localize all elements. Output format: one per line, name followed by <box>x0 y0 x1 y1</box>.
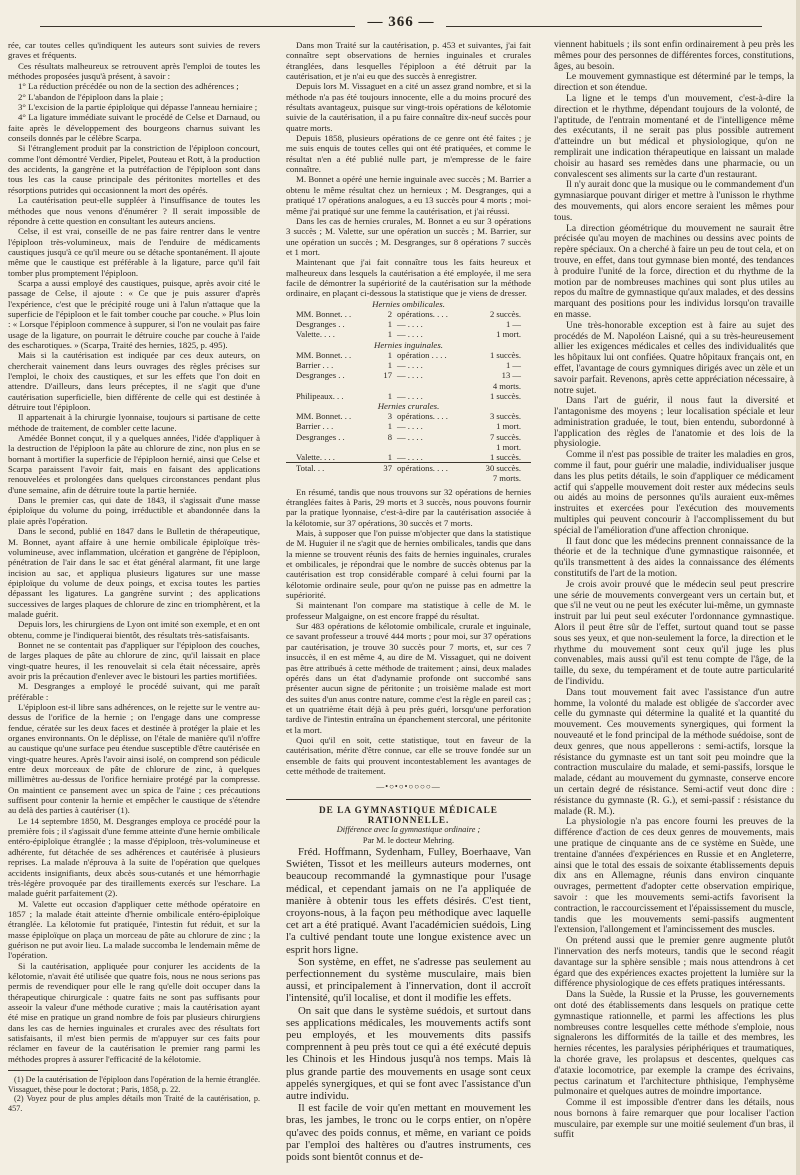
paragraph: Si la cautérisation, appliquée pour conjurer les accidents de la kélotomie, n'avait été utilisée que quatre fois, nous ne nous serions pas permis de revendiquer pour elle le rang qu'elle doit occuper dans la thérapeutique chirurgicale : quatre faits ne sont pas suffisants pour asseoir la valeur d'une méthode curative ; mais la cautérisation ayant été mise en pratique un grand nombre de fois par plusieurs chirurgiens dans les cas de hernies inguinales et crurales avec des résultats fort satisfaisants, il m'est bien permis de m'appuyer sur ces faits pour réclamer en faveur de la cautérisation le premier rang parmi les méthodes propres à assurer l'efficacité de la kélotomie. <box>8 960 260 1064</box>
cell-kind <box>392 381 471 391</box>
table-total-row <box>286 463 531 474</box>
cell-result: 1 — <box>505 319 521 330</box>
cell-result: 30 succès. <box>469 463 531 474</box>
paragraph: La cautérisation peut-elle suppléer à l'insuffisance de toutes les méthodes que nous venons d'énumérer ? Il serait impossible de répondre à cette question en consultant les auteurs anciens. <box>8 195 260 226</box>
paragraph: La physiologie n'a pas encore fourni les preuves de la différence d'action de ces deux genres de mouvements, mais une pratique de cinquante ans de ce système en Suède, une trentaine d'années d'expériences en Russie et en Angleterre, ainsi que le total des essais de soixante établissements depuis dix ans en Allemagne, réunis dans environ cinquante ouvrages, permettent d'adopter cette observation empirique, savoir : que les mouvements semi-actifs favorisent la contraction, le raccourcissement et l'épaississement du muscle, tandis que les mouvements semi-passifs augmentent l'extension, l'allongement et l'amincissement des muscles. <box>554 816 794 936</box>
paragraph: Dans l'art de guérir, il nous faut la diversité et l'antagonisme des moyens ; leur localisation spéciale et leur administration graduée, le tout, bien entendu, subordonné à l'application des règles de l'anatomie et des lois de la physiologie. <box>554 395 794 450</box>
section-ornament: —•○•○•○○○○— <box>376 782 441 792</box>
cell-kind: opération . . . . <box>397 349 447 360</box>
paragraph: viennent habituels ; ils sont enfin ordinairement à peu près les mêmes pour des personnes de différentes forces, constitutions, âges, au besoin. <box>554 39 794 72</box>
page-number: — 366 — <box>367 14 435 30</box>
paragraph: Une très-honorable exception est à faire au sujet des procédés de M. Napoléon Laisné, qui a su très-heureusement allier les exigences médicales et celles des individualités que les hôpitaux lui ont confiées. Quatre hôpitaux français ont, en effet, l'avantage de cours gymniques dirigés avec un zèle et un savoir parfait. Revenons, après cette appréciation nécessaire, à notre sujet. <box>554 319 794 396</box>
column-3 <box>554 40 794 1141</box>
cell-kind: — . . . . <box>397 319 423 330</box>
paragraph: M. Valette eut occasion d'appliquer cette méthode opératoire en 1857 ; la malade était atteinte d'hernie ombilicale entéro-épiploïque étranglée. La kélotomie fut pratiquée, l'intestin fut réduit, et sur la masse épiploïque on plaça un morceau de pâte au chlorure de zinc ; la guérison ne put avoir lieu. La malade succomba le lendemain même de l'opération. <box>8 898 260 961</box>
article-body <box>286 846 531 1163</box>
paragraph: La direction géométrique du mouvement ne saurait être précisée qu'au moyen de machines ou dessins avec points de repère spéciaux. On a cherché à faire un peu de tout cela, et on trouve, en effet, dans tout gymnase bien monté, des tendances à produire l'unité de la force, direction et du rhythme de la motion par de nombreuses machines qui sont plus utiles au repos du maître de gymnastique qu'aux malades, et des dessins marquant des positions pour les individus lorsqu'on travaille en masse. <box>554 222 794 320</box>
cell-name: Desgranges . . <box>296 431 345 442</box>
cell-name: Barrier . . . <box>296 421 334 432</box>
paragraph: Dans mon Traité sur la cautérisation, p. 453 et suivantes, j'ai fait connaître sept observations de hernies inguinales et crurales étranglées, dans lesquelles l'épiploon a été détruit par la cautérisation, et je n'ai eu que des succès à enregistrer. <box>286 40 531 82</box>
cell-count: 1 <box>387 452 392 463</box>
cell-name: MM. Bonnet. . . <box>296 411 352 422</box>
paragraph: rée, car toutes celles qu'indiquent les auteurs sont suivies de revers graves et fréquents. <box>8 40 260 61</box>
table-caption-umbilical: Hernies ombilicales. <box>372 298 445 309</box>
paragraph: Comme il n'est pas possible de traiter les maladies en gros, comme il faut, pour guérir une maladie, individualiser jusque dans les plus petits détails, le soin d'appliquer ce médicament actif qui s'appelle mouvement doit rester aux médecins seuls ou aidés au moins de personnes qu'ils auraient eux-mêmes instruites et exercées pour l'exécution des mouvements multiples qui peuvent concourir à l'accomplissement du but spécial de l'amélioration d'une affection chronique. <box>554 449 794 536</box>
cell-name: Philipeaux. . . <box>296 390 344 401</box>
cell-kind: — . . . . <box>397 329 423 340</box>
cell-count: 17 <box>383 370 392 381</box>
paragraph: Mais si la cautérisation est indiquée par ces deux auteurs, on chercherait vainement dans leurs ouvrages des règles précises sur l'emploi, le choix des caustiques, et sur les effets que l'on doit en attendre. D'ailleurs, dans leurs préceptes, il ne s'agit que d'une cautérisation superficielle, bien différente de celle qui est destinée à détruire tout l'épiploon. <box>8 350 260 413</box>
table-row <box>286 391 531 401</box>
cell-name: MM. Bonnet. . . <box>296 349 352 360</box>
cell-result: 1 mort. <box>496 421 521 432</box>
table-row <box>286 452 531 463</box>
table-row <box>286 370 531 380</box>
paragraph: Quoi qu'il en soit, cette statistique, tout en faveur de la cautérisation, mérite d'être connue, car elle se trouve fondée sur un ensemble de faits qui prouvent incontestablement les avantages de cette méthode de traitement. <box>286 734 531 776</box>
table-caption-crural: Hernies crurales. <box>377 400 440 411</box>
paragraph: En résumé, tandis que nous trouvons sur 32 opérations de hernies étranglées faites à Paris, 29 morts et 3 succès, nous pouvons fournir par la pratique lyonnaise, c'est-à-dire par la cautérisation associée à la kélotomie, sur 37 opérations, 30 succès et 7 morts. <box>286 486 531 528</box>
paragraph: Dans le second, publié en 1847 dans le Bulletin de thérapeutique, M. Bonnet, ayant affaire à une hernie ombilicale épiploïque très-volumineuse, avec inflammation, ulcération et gangrène de l'épiploon, pénétration de l'air dans le sac et état général alarmant, fit une large incision au sac, et appliqua plusieurs ligatures sur une masse épiploïque du volume de deux poings, et excisa toutes les parties dépassant les ligatures. La gangrène survint ; des applications successives de larges plaques de chlorure de zinc en triomphèrent, et la malade guérit. <box>8 526 260 619</box>
cell-name: Barrier . . . <box>296 360 334 371</box>
footnote: (1) De la cautérisation de l'épiploon dans l'opération de la hernie étranglée. Vissaguet, thèse pour le doctorat ; Paris, 1858, p. 22. <box>8 1075 260 1094</box>
paragraph: Sur 483 opérations de kélotomie ombilicale, crurale et inguinale, ce savant professeur a trouvé 444 morts ; pour moi, sur 37 opérations par cautérisation, je trouve 30 succès pour 7 morts, et, sur ces 7 insuccès, il en est même 4, au dire de M. Vissaguet, qui ne doivent pas être attribués à cette méthode de traitement ; ainsi, deux malades opérés dans un état d'adynamie profonde ont succombé sans présenter aucun signe de péritonite ; un troisième malade est mort des suites d'un anus contre nature, comme c'est la règle en pareil cas ; et un quatrième était déjà à peu près guéri, lorsqu'une perforation tardive de l'intestin entraîna un épanchement stercoral, une péritonite et la mort. <box>286 621 531 735</box>
paragraph: Si maintenant l'on compare ma statistique à celle de M. le professeur Malgaigne, on est encore frappé du résultat. <box>286 600 531 621</box>
cell-kind: — . . . . <box>397 452 423 463</box>
table-row <box>286 319 531 329</box>
cell-count: 1 <box>387 390 392 401</box>
paragraph: Il faut donc que les médecins prennent connaissance de la théorie et de la technique d'une gymnastique raisonnée, et qu'ils transmettent à des aides la connaissance des éléments constitutifs de l'art de la motion. <box>554 535 794 580</box>
cell-kind: — . . . . <box>397 370 423 381</box>
list-item: 1° La réduction précédée ou non de la section des adhérences ; <box>18 81 239 92</box>
section-divider <box>286 799 531 800</box>
table-crural <box>286 411 531 483</box>
statistics-table <box>286 299 531 484</box>
cell-kind <box>392 442 469 452</box>
cell-name <box>286 381 374 391</box>
table-inguinal <box>286 350 531 401</box>
cell-count: 8 <box>387 431 392 442</box>
cell-kind: opérations. . . . <box>397 411 448 422</box>
paragraph: Le mouvement gymnastique est déterminé par le temps, la direction et son étendue. <box>554 71 794 94</box>
footnotes <box>8 1075 260 1113</box>
paragraph: Ces résultats malheureux se retrouvent après l'emploi de toutes les méthodes proposées jusqu'à présent, à savoir : <box>8 60 260 82</box>
table-row <box>286 442 531 452</box>
table-row <box>286 381 531 391</box>
cell-result: 2 succès. <box>489 308 521 319</box>
table-row <box>286 360 531 370</box>
article-subtitle: Différence avec la gymnastique ordinaire ; <box>336 825 481 835</box>
paragraph: Dans le premier cas, qui date de 1843, il s'agissait d'une masse épiploïque du volume du poing, irréductible et abandonnée dans la plaie après l'opération. <box>8 495 260 526</box>
cell-kind: — . . . . <box>397 390 423 401</box>
list-item: 4° La ligature immédiate suivant le procédé de Celse et Darnaud, ou faite après le développement des bourgeons charnus suivant les conseils donnés par le célèbre Scarpa. <box>8 112 260 144</box>
paragraph: Si l'étranglement produit par la constriction de l'épiploon concourt, comme l'ont démontré Verdier, Pipelet, Pouteau et Rott, à la production des accidents, la gangrène et la putréfaction de l'épiploon sont dans tous les cas la cause principale des péritonites mortelles et des résorptions putrides qui occasionnent la mort des opérés. <box>8 143 260 195</box>
cell-count: 1 <box>387 349 392 360</box>
cell-count: 37 <box>374 463 392 474</box>
cell-name: MM. Bonnet. . . <box>296 308 352 319</box>
paragraph: Mais, à supposer que l'on puisse m'objecter que dans la statistique de M. Huguier il ne s'agit que de hernies ombilicales, tandis que dans la mienne se trouvent réunis des faits de hernies inguinales, crurales et ombilicales, je répondrai que le nombre de succès obtenus par la cautérisation est trop considérable comparé à celui fourni par la kélotomie ordinaire seule, pour qu'on ne puisse pas en admettre la supériorité. <box>286 528 531 601</box>
table-row <box>286 432 531 442</box>
table-row <box>286 421 531 431</box>
cell-name: Desgranges . . <box>296 370 345 381</box>
cell-count: 1 <box>387 421 392 432</box>
paragraph: Son système, en effet, ne s'adresse pas seulement au perfectionnement du système musculaire, mais bien aussi, et principalement à l'innervation, dont il accroît l'intensité, qu'il localise, et dont il modifie les effets. <box>286 955 531 1005</box>
paragraph: Fréd. Hoffmann, Sydenham, Fulley, Boerhaave, Van Swiéten, Tissot et les meilleurs auteurs modernes, ont beaucoup recommandé la gymnastique pour l'usage médical, et cependant jamais on ne l'a appliquée de manière à obtenir tous les effets désirés. C'est tient, croyons-nous, à la façon peu méthodique avec laquelle cet art a été pratiqué. Avant l'académicien suédois, Ling l'a cultivé pendant toute une longue existence avec un esprit hors ligne. <box>286 846 531 956</box>
cell-result: 4 morts. <box>492 380 521 391</box>
article-title: DE LA GYMNASTIQUE MÉDICALE RATIONNELLE. <box>319 804 498 825</box>
paragraph: M. Bonnet a opéré une hernie inguinale avec succès ; M. Barrier a obtenu le même résultat chez un hernieux ; M. Desgranges, qui a pratiqué 17 opérations analogues, a eu 13 succès pour 4 morts ; moi-même j'ai pratiqué sur une femme la cautérisation, et j'ai réussi. <box>286 174 531 216</box>
cell-kind: — . . . . <box>397 360 423 371</box>
page-header <box>0 14 800 36</box>
table-row <box>286 309 531 319</box>
table-caption-inguinal: Hernies inguinales. <box>374 339 443 350</box>
paragraph: Il est facile de voir qu'en mettant en mouvement les bras, les jambes, le tronc ou le corps entier, on n'opère qu'avec des poids connus, et même, en variant ce poids par l'emploi des haltères ou d'autres instruments, ces poids sont bientôt connus et de- <box>286 1102 531 1164</box>
article-author: Par M. le docteur Mehring. <box>362 835 455 845</box>
paragraph: Dans tout mouvement fait avec l'assistance d'un autre homme, la volonté du malade est obligée de s'accorder avec celle du gymnaste qui détermine la qualité et la quantité du mouvement. Ces mouvements synergiques, qui forment la nouveauté et le fond principal de la méthode suédoise, sont de deux genres, que nous appellerons : semi-actifs, lorsque la résistance du gymnaste est un tant soit peu moindre que la contraction musculaire du malade, et semi-passifs, lorsque le malade, cédant au mouvement du gymnaste, conserve encore un certain degré de résistance. Semi-actif veut donc dire : résistance du gymnaste (R. G.), et semi-passif : résistance du malade (R. M.). <box>554 686 794 817</box>
paragraph: La ligne et le temps d'un mouvement, c'est-à-dire la direction et le rhythme, dépendant toujours de la volonté, de l'aptitude, de l'entrain momentané et de l'intelligence même des exécutants, il ne serait pas plus possible autrement d'atteindre un but médical et physiologique, qu'on ne remplirait une indication thérapeutique en laissant un malade choisir au hasard ses remèdes dans une pharmacie, ou un convalescent ses aliments sur la carte d'un restaurant. <box>554 92 794 180</box>
cell-name: Desgranges . . <box>296 319 345 330</box>
column-1 <box>8 40 260 1113</box>
cell-result: 7 morts. <box>492 473 521 484</box>
paragraph: Depuis 1858, plusieurs opérations de ce genre ont été faites ; je me suis enquis de toutes celles qui ont été pratiquées, et comme le résultat n'en a été publié nulle part, je m'empresse de le faire connaître. <box>286 133 531 175</box>
table-umbilical <box>286 309 531 340</box>
cell-kind: opérations. . . . <box>392 463 469 474</box>
cell-result: 7 succès. <box>489 431 521 442</box>
cell-result: 1 succès. <box>489 452 521 463</box>
paragraph: Depuis lors, les chirurgiens de Lyon ont imité son exemple, et en ont obtenu, comme je l'indiquerai bientôt, des résultats très-satisfaisants. <box>8 619 260 640</box>
paragraph: M. Desgranges a employé le procédé suivant, qui me paraît préférable : <box>8 681 260 702</box>
cell-result: 1 — <box>505 360 521 371</box>
cell-count: 1 <box>387 360 392 371</box>
paragraph: L'épiploon est-il libre sans adhérences, on le rejette sur le ventre au-dessus de l'orifice de la hernie ; on l'engage dans une compresse fendue, cératée sur les deux faces et destinée à protéger la plaie et les organes environnants. On le déplisse, on l'étale de manière qu'il n'offre au caustique qu'une surface peu étendue susceptible d'être cautérisée en vingt-quatre heures. Après l'avoir ainsi isolé, on comprend son pédicule entre deux morceaux de pâte de chlorure de zinc, à quelques millimètres au-dessus de l'orifice herniaire protégé par la compresse. On maintient ce pansement avec un spica de l'aine ; ces précautions suffisent pour contenir la hernie et empêcher le caustique de s'étendre au delà des parties à cautériser (1). <box>8 702 260 816</box>
list-item: 2° L'abandon de l'épiploon dans la plaie ; <box>18 91 164 102</box>
paragraph: Il n'y aurait donc que la musique ou le commandement d'un gymnasiarque pouvant diriger et mettre à l'unisson le rhythme des mouvements, qui alors encore seraient les mêmes pour tous. <box>554 179 794 223</box>
cell-result: 1 mort. <box>496 441 521 452</box>
cell-name: Total. . . <box>286 463 374 474</box>
cell-name: Valette. . . . <box>296 329 335 340</box>
cell-result: 13 — <box>501 370 521 381</box>
page-edge-shadow <box>796 0 800 1175</box>
cell-kind: opérations. . . . <box>397 308 448 319</box>
paragraph: Dans les cas de hernies crurales, M. Bonnet a eu sur 3 opérations 3 succès ; M. Valette, sur une opération un succès ; M. Barrier, sur une opération un succès ; M. Desgranges, sur 8 opérations 7 succès et 1 mort. <box>286 215 531 257</box>
footnote-rule <box>8 1070 98 1071</box>
header-rule-right <box>446 26 762 27</box>
table-row <box>286 350 531 360</box>
cell-count <box>374 442 392 452</box>
cell-count: 1 <box>387 319 392 330</box>
paragraph: On prétend aussi que le premier genre augmente plutôt l'innervation des nerfs moteurs, tandis que le second réagit davantage sur la sphère sensible ; mais nous attendrons à cet égard que des expériences exactes projettent la lumière sur la différence physiologique de ces effets pratiques intéressants. <box>554 935 794 990</box>
cell-kind: — . . . . <box>397 431 423 442</box>
column-2 <box>286 40 531 1163</box>
cell-count <box>374 381 392 391</box>
paragraph: On sait que dans le système suédois, et surtout dans ses applications médicales, les mouvements actifs sont peu employés, et les mouvements dits passifs comprennent à peu près tout ce qui a été exécuté depuis les Chinois et les Hindous jusqu'à nos temps. Mais là plus grande partie des mouvements en usage sont ceux appelés synergiques, et qui se font avec l'assistance d'un autre individu. <box>286 1004 531 1103</box>
paragraph: Maintenant que j'ai fait connaître tous les faits heureux et malheureux dans lesquels la cautérisation a été employée, il me sera facile de démontrer la supériorité de la cautérisation sur la méthode ordinaire, en plaçant ci-dessous la statistique que je viens de dresser. <box>286 257 531 299</box>
cell-name <box>286 442 374 452</box>
cell-result: 1 succès. <box>489 349 521 360</box>
cell-count: 1 <box>387 329 392 340</box>
cell-result: 1 succès. <box>489 390 521 401</box>
cell-count: 3 <box>387 411 392 422</box>
footnote: (2) Voyez pour de plus amples détails mon Traité de la cautérisation, p. 457. <box>8 1094 260 1113</box>
cell-kind: — . . . . <box>397 421 423 432</box>
cell-count: 2 <box>387 308 392 319</box>
cell-name: Valette. . . . <box>296 452 335 463</box>
paragraph: Depuis lors M. Vissaguet en a cité un assez grand nombre, et si la méthode n'a pas été toujours innocente, elle a du moins procuré des résultats avantageux, puisque sur vingt-trois opérations de kélotomie suivie de la cautérisation, il a pu faire connaître dix-neuf succès pour quatre morts. <box>286 81 531 133</box>
header-rule-left <box>40 26 355 27</box>
paragraph: Scarpa a aussi employé des caustiques, puisque, après avoir cité le passage de Celse, il ajoute : « Ce que je puis assurer d'après l'expérience, c'est que le précipité rouge uni à l'alun n'attaque que la superficie de l'épiploon et le fait tomber couche par couche. » Plus loin : « Lorsque l'épiploon commence à suppurer, si l'on ne voulait pas faire usage de la ligature, on pourrait le détruire couche par couche à l'aide des escharotiques. » (Scarpa, Traité des hernies, 1825, p. 495). <box>8 277 260 350</box>
paragraph: Dans la Suède, la Russie et la Prusse, les gouvernements ont doté des établissements dans lesquels on pratique cette gymnastique rationnelle, et parmi les affections les plus nombreuses contre lesquelles cette méthode s'emploie, nous signalerons les difformités de la taille et des membres, les hernies récentes, les paralysies périphériques et traumatiques, la chorée grave, les prolapsus et descentes, quelques cas d'ataxie locomotrice, par exemple la crampe des écrivains, pectus carinatum et l'architecture phthisique, l'emphysème pulmonaire et quelques autres de moindre importance. <box>554 989 794 1098</box>
table-row <box>286 329 531 339</box>
list-item: 3° L'excision de la partie épiploïque qui dépasse l'anneau herniaire ; <box>18 102 258 113</box>
paragraph: Comme il est impossible d'entrer dans les détails, nous nous bornons à faire remarquer que pour localiser l'action musculaire, par exemple sur une moitié seulement d'un bras, il suffit <box>554 1097 794 1141</box>
cell-result: 3 succès. <box>489 411 521 422</box>
paragraph: Le 14 septembre 1850, M. Desgranges employa ce procédé pour la première fois ; il s'agissait d'une femme atteinte d'une hernie ombilicale entéro-épiploïque étranglée ; la masse d'épiploon, très-volumineuse et adhérente, fut détachée de ses adhérences et cautérisée à plusieurs reprises. La malade n'éprouva à la suite de l'opération que quelques accidents insignifiants, deux abcès sous-cutanés et une hémorrhagie très-légère provoquée par des tiraillements exercés sur l'eschare. La malade guérit parfaitement (2). <box>8 815 260 899</box>
paragraph: Bonnet ne se contentait pas d'appliquer sur l'épiploon des couches, de larges plaques de pâte au chlorure de zinc, qu'il laissait en place vingt-quatre heures, il les renouvelait si cela était nécessaire, après avoir pris la précaution d'enlever avec le bistouri les parties mortifiées. <box>8 639 260 681</box>
paragraph: Je crois avoir prouvé que le médecin seul peut prescrire une série de mouvements convergeant vers un certain but, et que s'il ne veut ou ne peut les exécuter lui-même, un gymnaste instruit par lui peut seul exécuter l'ordonnance gymnastique. Alors il peut être sûr de l'effet, surtout quand tout se passe sous ses yeux, et que non-seulement la force, la direction et le rhythme du mouvement sont ceux qu'il juge les plus convenables, mais aussi qu'il est tenu compte de l'âge, de la taille, du sexe, du tempérament et de toute autre particularité de l'individu. <box>554 578 794 688</box>
table-row <box>286 473 531 483</box>
paragraph: Il appartenait à la chirurgie lyonnaise, toujours si partisane de cette méthode de traitement, de combler cette lacune. <box>8 412 260 433</box>
cell-result: 1 mort. <box>496 329 521 340</box>
table-row <box>286 411 531 421</box>
paragraph: Amédée Bonnet conçut, il y a quelques années, l'idée d'appliquer à la destruction de l'épiploon la pâte au chlorure de zinc, non plus en se bornant à mortifier la superficie de l'épiploon hernié, ainsi que Celse et Scarpa paraissent l'avoir fait, mais en faisant des applications renouvelées et prolongées dans quelques circonstances pendant plus d'une semaine, afin de détruire toute la partie herniée. <box>8 433 260 495</box>
paragraph: Celse, il est vrai, conseille de ne pas faire rentrer dans le ventre l'épiploon très-volumineux, mais de l'enduire de médicaments caustiques jusqu'à ce qu'il meure ou se détache spontanément. Il ajoute même que le caustique est préférable à la ligature, parce qu'il fait tomber plus promptement l'épiploon. <box>8 226 260 278</box>
